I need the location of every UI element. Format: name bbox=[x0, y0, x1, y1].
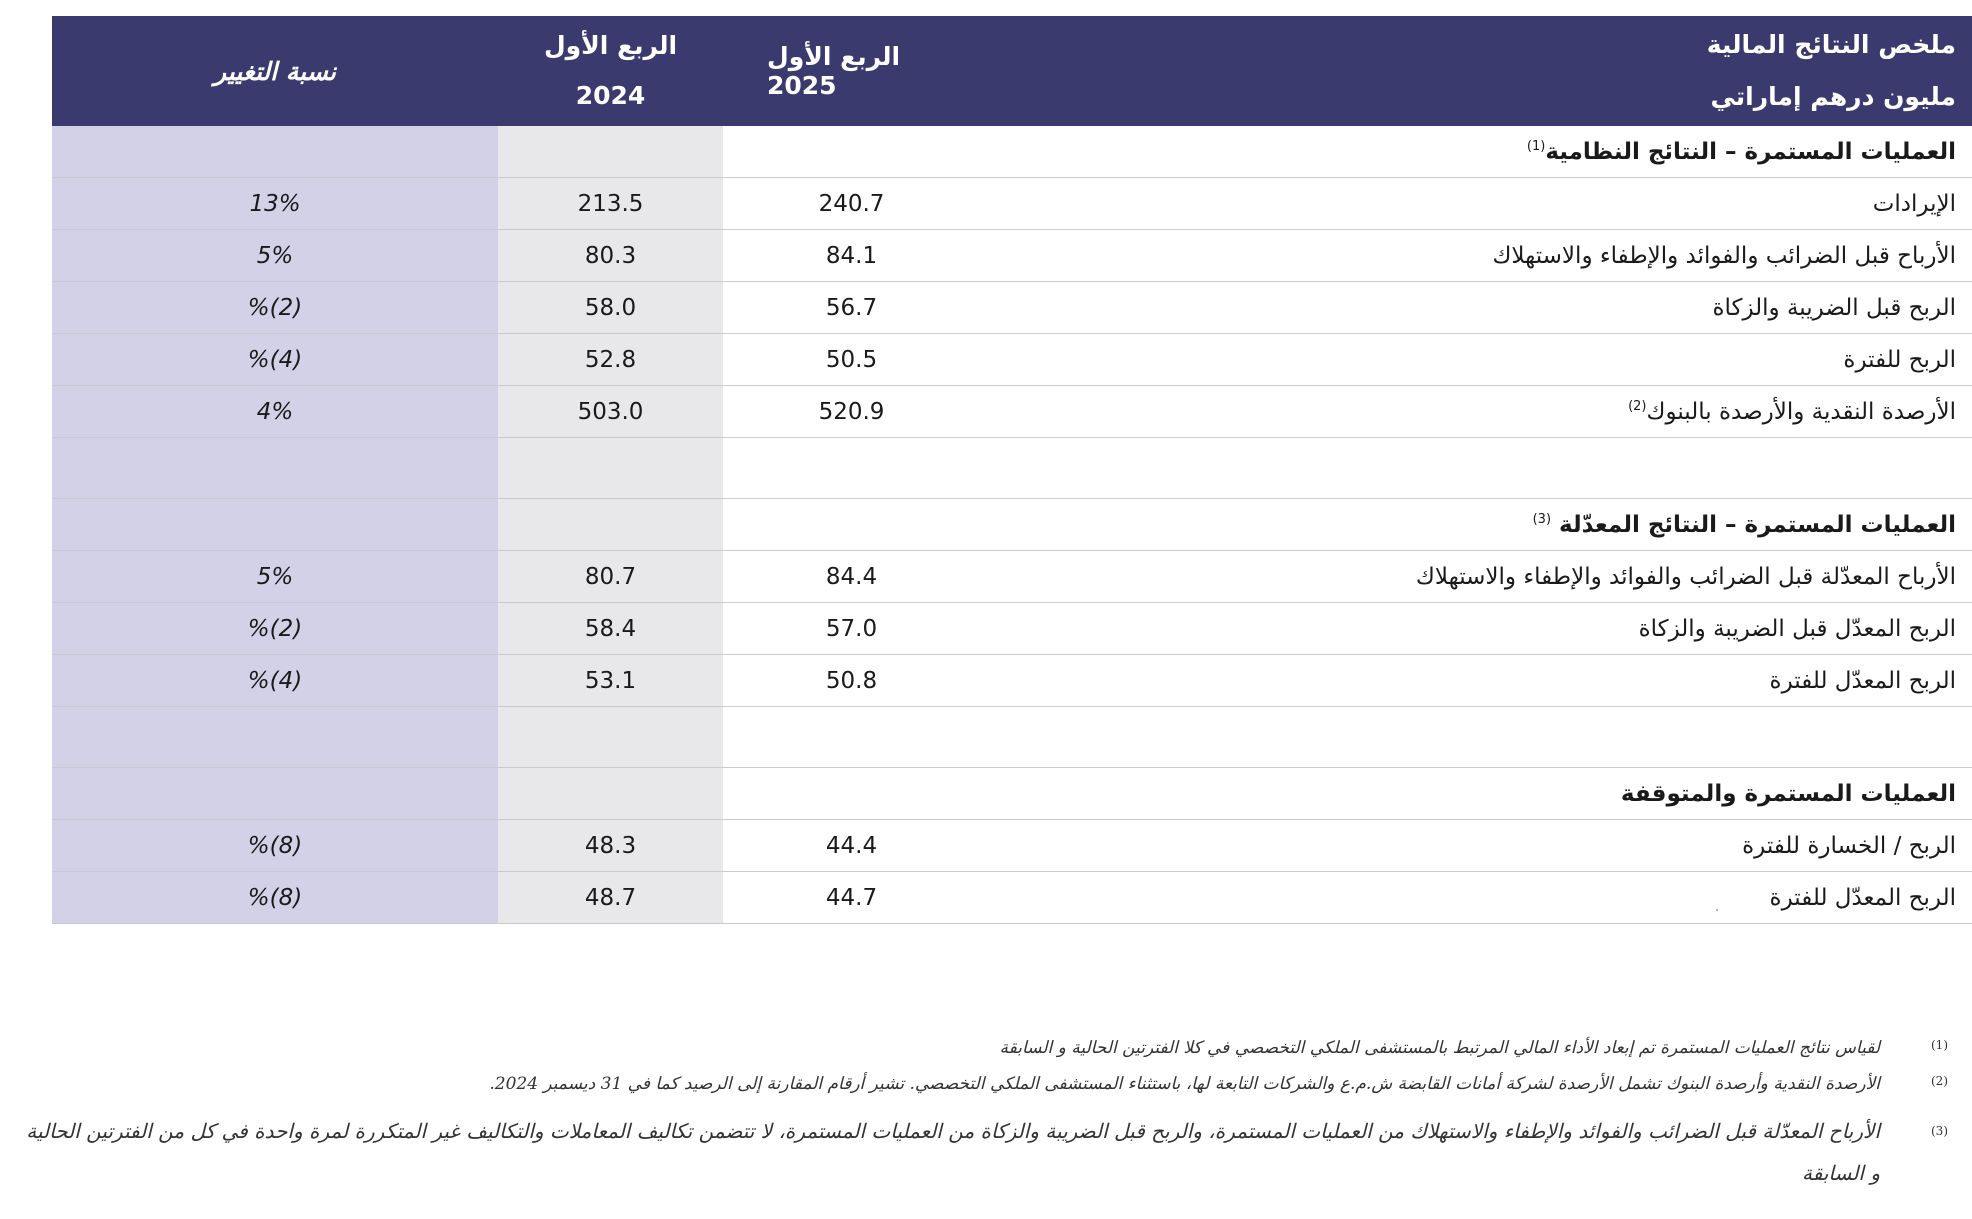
section-title-cell bbox=[940, 126, 1972, 178]
footnote-number: (3) bbox=[1930, 1124, 1948, 1138]
value-q1-2024: 213.5 bbox=[498, 178, 723, 230]
value-change: 5% bbox=[52, 230, 498, 282]
footnote-text: الأرصدة النقدية وأرصدة البنوك تشمل الأرصدة لشركة أمانات القابضة ش.م.ع والشركات التابعة لها، باستثناء المستشفى الملكي التخصصي. تشير أرقام المقارنة إلى الرصيد كما في 31 ديسمبر 2024. bbox=[489, 1074, 1880, 1094]
spacer-row bbox=[52, 438, 1972, 499]
col-header-q1-2024 bbox=[498, 16, 723, 126]
section-header-adjusted bbox=[52, 499, 1972, 551]
section-header-continuing-discontinued bbox=[52, 768, 1972, 820]
value-q1-2024: 58.4 bbox=[498, 603, 723, 655]
footnote-number: (1) bbox=[1930, 1038, 1948, 1052]
value-q1-2025: 44.7 bbox=[723, 872, 940, 924]
empty-cell bbox=[498, 126, 723, 178]
value-change: (8)% bbox=[52, 820, 498, 872]
footnote-number: (2) bbox=[1930, 1074, 1948, 1088]
empty-cell bbox=[723, 768, 940, 820]
value-q1-2024: 58.0 bbox=[498, 282, 723, 334]
empty-cell bbox=[723, 438, 940, 499]
row-label: الربح / الخسارة للفترة bbox=[940, 820, 1972, 872]
table-end-mark bbox=[1716, 909, 1718, 911]
table-row bbox=[52, 230, 1972, 282]
table-row bbox=[52, 603, 1972, 655]
value-q1-2025: 520.9 bbox=[723, 386, 940, 438]
col-header-q1-2024-line2: 2024 bbox=[575, 81, 646, 110]
footnote-ref: (3) bbox=[1532, 511, 1552, 527]
row-label-cell bbox=[940, 386, 1972, 438]
table-row bbox=[52, 386, 1972, 438]
footnotes bbox=[0, 1038, 1972, 1210]
empty-cell bbox=[723, 499, 940, 551]
table-row bbox=[52, 820, 1972, 872]
value-q1-2025: 50.8 bbox=[723, 655, 940, 707]
footnote-text: لقياس نتائج العمليات المستمرة تم إبعاد الأداء المالي المرتبط بالمستشفى الملكي التخصصي في كلا الفترتين الحالية و السابقة bbox=[999, 1038, 1880, 1058]
row-label: الأرباح قبل الضرائب والفوائد والإطفاء والاستهلاك bbox=[940, 230, 1972, 282]
footnote-1 bbox=[0, 1038, 1972, 1058]
value-q1-2024: 80.3 bbox=[498, 230, 723, 282]
section-title: العمليات المستمرة والمتوقفة bbox=[940, 768, 1972, 820]
empty-cell bbox=[723, 126, 940, 178]
value-q1-2025: 84.4 bbox=[723, 551, 940, 603]
table-row bbox=[52, 334, 1972, 386]
footnote-2 bbox=[0, 1074, 1972, 1094]
row-label: الإيرادات bbox=[940, 178, 1972, 230]
col-header-q1-2024-line1: الربع الأول bbox=[543, 31, 678, 60]
empty-cell bbox=[498, 768, 723, 820]
footnote-3 bbox=[0, 1110, 1972, 1194]
empty-cell bbox=[52, 499, 498, 551]
empty-cell bbox=[52, 126, 498, 178]
value-q1-2025: 84.1 bbox=[723, 230, 940, 282]
row-label: الربح المعدّل للفترة bbox=[940, 655, 1972, 707]
row-label: الأرصدة النقدية والأرصدة بالبنوك bbox=[1646, 398, 1956, 425]
value-change: (2)% bbox=[52, 603, 498, 655]
row-label: الأرباح المعدّلة قبل الضرائب والفوائد والإطفاء والاستهلاك bbox=[940, 551, 1972, 603]
section-header-statutory bbox=[52, 126, 1972, 178]
table-unit: مليون درهم إماراتي bbox=[1710, 82, 1956, 111]
value-change: 13% bbox=[52, 178, 498, 230]
row-label: الربح للفترة bbox=[940, 334, 1972, 386]
value-q1-2025: 240.7 bbox=[723, 178, 940, 230]
value-change: (4)% bbox=[52, 655, 498, 707]
value-q1-2024: 80.7 bbox=[498, 551, 723, 603]
value-q1-2025: 44.4 bbox=[723, 820, 940, 872]
section-title: العمليات المستمرة – النتائج المعدّلة bbox=[1559, 511, 1956, 538]
empty-cell bbox=[498, 438, 723, 499]
table-header-row bbox=[52, 16, 1972, 126]
value-change: 5% bbox=[52, 551, 498, 603]
footnote-ref: (1) bbox=[1526, 138, 1546, 154]
empty-cell bbox=[498, 707, 723, 768]
value-change: (8)% bbox=[52, 872, 498, 924]
value-q1-2024: 48.3 bbox=[498, 820, 723, 872]
value-q1-2025: 56.7 bbox=[723, 282, 940, 334]
table-row bbox=[52, 551, 1972, 603]
row-label: الربح المعدّل قبل الضريبة والزكاة bbox=[940, 603, 1972, 655]
empty-cell bbox=[940, 707, 1972, 768]
section-title: العمليات المستمرة – النتائج النظامية bbox=[1545, 138, 1956, 165]
table-title: ملخص النتائج المالية bbox=[1706, 30, 1956, 59]
header-title-cell bbox=[940, 16, 1972, 126]
value-q1-2025: 50.5 bbox=[723, 334, 940, 386]
financial-summary-table bbox=[52, 16, 1972, 924]
footnote-ref: (2) bbox=[1628, 398, 1647, 414]
footnote-text: الأرباح المعدّلة قبل الضرائب والفوائد والإطفاء والاستهلاك من العمليات المستمرة، والربح قبل الضريبة والزكاة من العمليات المستمرة، لا تتضمن تكاليف المعاملات والتكاليف غير المتكررة لمرة واحدة في كل من الفترتين الحالية و السابقة bbox=[26, 1119, 1880, 1185]
empty-cell bbox=[498, 499, 723, 551]
table-row bbox=[52, 655, 1972, 707]
empty-cell bbox=[52, 438, 498, 499]
empty-cell bbox=[52, 707, 498, 768]
value-q1-2024: 53.1 bbox=[498, 655, 723, 707]
table-row bbox=[52, 872, 1972, 924]
value-change: (4)% bbox=[52, 334, 498, 386]
section-title-cell bbox=[940, 499, 1972, 551]
value-q1-2025: 57.0 bbox=[723, 603, 940, 655]
col-header-q1-2025: الربع الأول 2025 bbox=[723, 16, 940, 126]
value-q1-2024: 503.0 bbox=[498, 386, 723, 438]
value-change: 4% bbox=[52, 386, 498, 438]
row-label: الربح قبل الضريبة والزكاة bbox=[940, 282, 1972, 334]
value-change: (2)% bbox=[52, 282, 498, 334]
col-header-change: نسبة التغيير bbox=[52, 16, 498, 126]
value-q1-2024: 52.8 bbox=[498, 334, 723, 386]
empty-cell bbox=[52, 768, 498, 820]
table-row bbox=[52, 178, 1972, 230]
table-row bbox=[52, 282, 1972, 334]
value-q1-2024: 48.7 bbox=[498, 872, 723, 924]
spacer-row bbox=[52, 707, 1972, 768]
row-label: الربح المعدّل للفترة bbox=[940, 872, 1972, 924]
empty-cell bbox=[940, 438, 1972, 499]
empty-cell bbox=[723, 707, 940, 768]
